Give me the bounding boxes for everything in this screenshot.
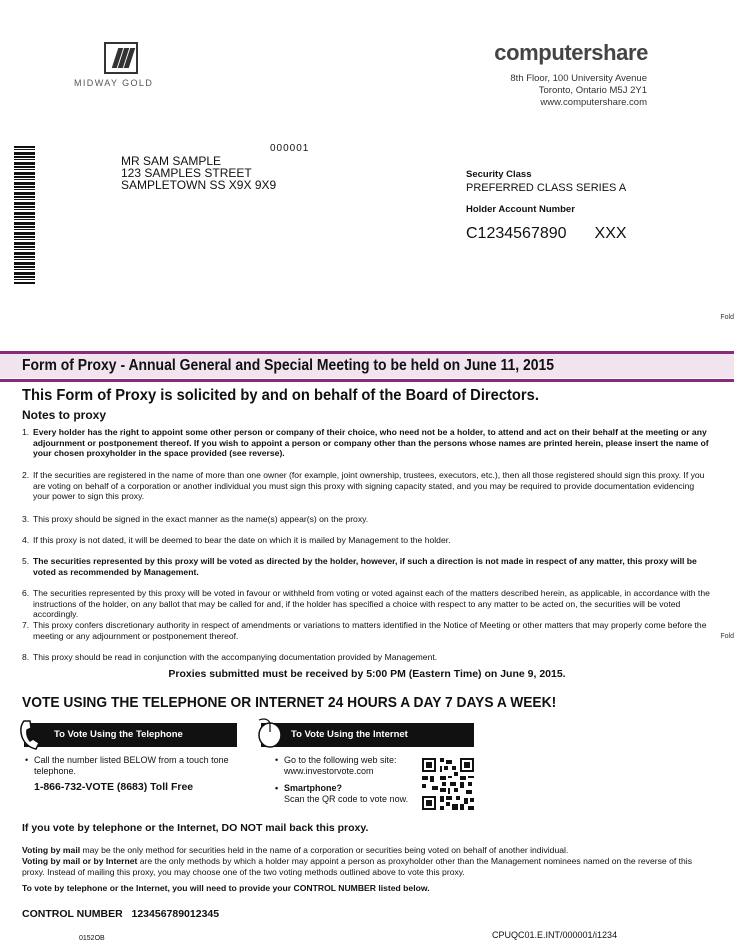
midway-gold-logo-icon	[104, 42, 138, 74]
internet-instruction: • Go to the following web site:	[275, 755, 397, 765]
telephone-vote-header: To Vote Using the Telephone	[24, 723, 237, 747]
control-number: CONTROL NUMBER 123456789012345	[22, 908, 220, 920]
security-class-value: PREFERRED CLASS SERIES A	[466, 182, 627, 194]
address-line: 123 SAMPLES STREET	[121, 166, 252, 180]
title-rule-bottom	[0, 379, 734, 382]
computer-mouse-icon	[255, 717, 285, 751]
smartphone-text: Scan the QR code to vote now.	[284, 794, 409, 804]
internet-url[interactable]: www.investorvote.com	[284, 766, 374, 776]
account-number: C1234567890 XXX	[466, 225, 627, 242]
agent-address: 8th Floor, 100 University Avenue Toronto, Ontario M5J 2Y1 www.computershare.com	[510, 73, 647, 108]
note-item: 3. This proxy should be signed in the exact manner as the name(s) appear(s) on the proxy.	[22, 514, 369, 524]
form-title: Form of Proxy - Annual General and Special Meeting to be held on June 11, 2015	[22, 357, 555, 374]
note-item: 8. This proxy should be read in conjunction with the accompanying documentation provided by Management.	[22, 652, 438, 662]
company-name: MIDWAY GOLD	[74, 78, 154, 88]
notes-heading: Notes to proxy	[22, 408, 107, 422]
smartphone-label: • Smartphone?	[275, 783, 343, 793]
telephone-number[interactable]: 1-866-732-VOTE (8683) Toll Free	[34, 781, 194, 793]
control-number-instruction: To vote by telephone or the Internet, you will need to provide your CONTROL NUMBER listed below.	[22, 883, 430, 893]
qr-code-icon[interactable]	[422, 758, 474, 810]
security-class-label: Security Class	[466, 169, 532, 180]
mail-note-2: Voting by mail or by Internet are the only methods by which a holder may appoint a person as proxyholder other than the Management nominees named on the reverse of this proxy. Instead of mailing this proxy, you may choose one of the two voting methods outlined above to vote this proxy.	[22, 856, 693, 877]
fold-mark: Fold	[720, 314, 734, 321]
footer-code-right: CPUQC01.E.INT/000001/i1234	[492, 930, 618, 940]
note-item: 6. The securities represented by this proxy will be voted in favour or withheld from voting or voted against each of the matters described herein, as applicable, in accordance with the instructions of the holder, on any ballot that may be called for and, if the holder has specified a choice with respect to any matter to be acted on, the securities will be voted accordingly.	[22, 588, 710, 619]
note-item: 2. If the securities are registered in the name of more than one owner (for example, joint ownership, trustees, executors, etc.), then all those registered should sign this proxy. If you are voting on behalf of a corporation or another individual you must sign this proxy with signing capacity stated, and you may be required to provide documentation evidencing your power to sign this proxy.	[22, 470, 705, 501]
proxy-deadline: Proxies submitted must be received by 5:00 PM (Eastern Time) on June 9, 2015.	[168, 668, 566, 680]
vote-heading: VOTE USING THE TELEPHONE OR INTERNET 24 HOURS A DAY 7 DAYS A WEEK!	[22, 694, 557, 711]
mail-note-1: Voting by mail may be the only method for securities held in the name of a corporation or securities being voted on behalf of another individual.	[22, 845, 569, 855]
address-line: MR SAM SAMPLE	[121, 154, 222, 168]
computershare-logo: computershare	[494, 40, 648, 65]
footer-code-left: 0152OB	[79, 935, 105, 942]
note-item: 5. The securities represented by this proxy will be voted as directed by the holder, however, if such a direction is not made in respect of any matter, this proxy will be voted as recommended by Management.	[22, 556, 697, 577]
no-mail-notice: If you vote by telephone or the Internet, DO NOT mail back this proxy.	[22, 822, 369, 834]
account-number-label: Holder Account Number	[466, 204, 575, 215]
fold-mark: Fold	[720, 633, 734, 640]
telephone-instruction: • Call the number listed BELOW from a touch tone telephone.	[25, 755, 229, 776]
note-item: 4. If this proxy is not dated, it will be deemed to bear the date on which it is mailed by Management to the holder.	[22, 535, 451, 545]
telephone-icon	[18, 717, 48, 751]
mailing-address	[121, 155, 276, 191]
note-item: 1. Every holder has the right to appoint some other person or company of their choice, who need not be a holder, to attend and act on their behalf at the meeting or any adjournment or postponement thereof. If you wish to appoint a person or company other than the persons whose names are printed herein, please insert the name of your chosen proxyholder in the space provided (see reverse).	[22, 427, 709, 458]
note-item: 7. This proxy confers discretionary authority in respect of amendments or variations to matters identified in the Notice of Meeting or other matters that may properly come before the meeting or any adjournment or postponement thereof.	[22, 620, 707, 641]
postal-barcode-icon	[14, 146, 35, 284]
internet-vote-header: To Vote Using the Internet	[261, 723, 474, 747]
sequence-number: 000001	[270, 143, 310, 154]
address-line: SAMPLETOWN SS X9X 9X9	[121, 178, 277, 192]
solicitation-heading: This Form of Proxy is solicited by and on behalf of the Board of Directors.	[22, 387, 539, 404]
